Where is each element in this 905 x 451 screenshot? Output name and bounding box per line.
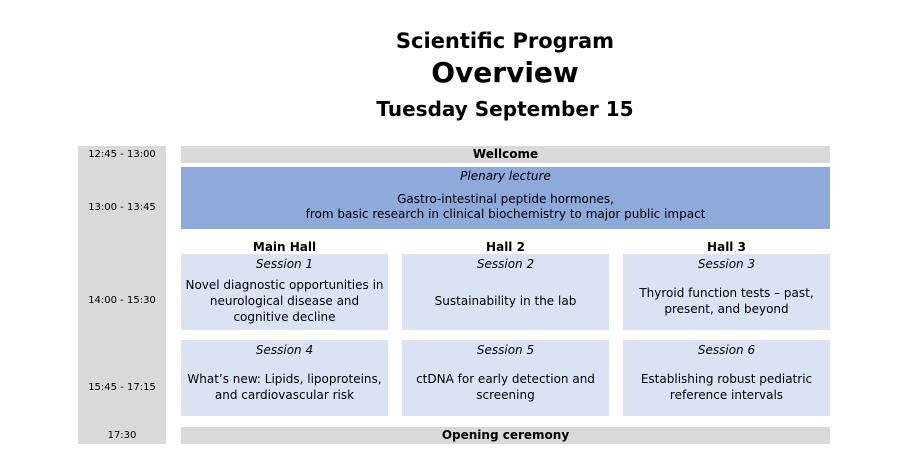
session-cell-3 xyxy=(623,254,830,330)
plenary-title: Gastro-intestinal peptide hormones, from basic research in clinical biochemistry to major public impact xyxy=(305,192,706,221)
session-label: Session 2 xyxy=(476,257,535,271)
session-label: Session 6 xyxy=(697,343,756,357)
session-label: Session 3 xyxy=(697,257,756,271)
session-title: Novel diagnostic opportunities in neurological disease and cognitive decline xyxy=(185,278,384,324)
session-title: What’s new: Lipids, lipoproteins, and cardiovascular risk xyxy=(187,372,382,402)
program-subtitle: Overview xyxy=(431,56,579,89)
welcome-bar: Wellcome xyxy=(181,146,830,163)
time-column xyxy=(78,146,166,444)
session-cell-4 xyxy=(181,340,388,416)
session-title: Establishing robust pediatric reference intervals xyxy=(640,372,813,402)
hall-header-main: Main Hall xyxy=(252,240,317,254)
session-title: Thyroid function tests – past, present, and beyond xyxy=(639,286,814,316)
program-title: Scientific Program xyxy=(395,29,615,53)
time-slot-3: 14:00 - 15:30 xyxy=(88,295,156,306)
session-cell-6 xyxy=(623,340,830,416)
plenary-label: Plenary lecture xyxy=(460,169,551,183)
session-label: Session 5 xyxy=(476,343,535,357)
plenary-lecture xyxy=(181,167,830,229)
hall-header-3: Hall 3 xyxy=(707,240,746,254)
time-slot-5: 17:30 xyxy=(107,430,137,441)
session-label: Session 4 xyxy=(255,343,314,357)
session-title: ctDNA for early detection and screening xyxy=(416,372,595,402)
time-slot-1: 12:45 - 13:00 xyxy=(88,149,156,160)
session-label: Session 1 xyxy=(255,257,314,271)
session-cell-5 xyxy=(402,340,609,416)
session-cell-1 xyxy=(181,254,388,330)
time-slot-2: 13:00 - 13:45 xyxy=(88,202,156,213)
hall-header-2: Hall 2 xyxy=(486,240,525,254)
session-title: Sustainability in the lab xyxy=(434,294,577,308)
session-cell-2 xyxy=(402,254,609,330)
opening-ceremony-bar: Opening ceremony xyxy=(181,427,830,444)
program-date: Tuesday September 15 xyxy=(376,97,634,121)
time-slot-4: 15:45 - 17:15 xyxy=(88,382,156,393)
